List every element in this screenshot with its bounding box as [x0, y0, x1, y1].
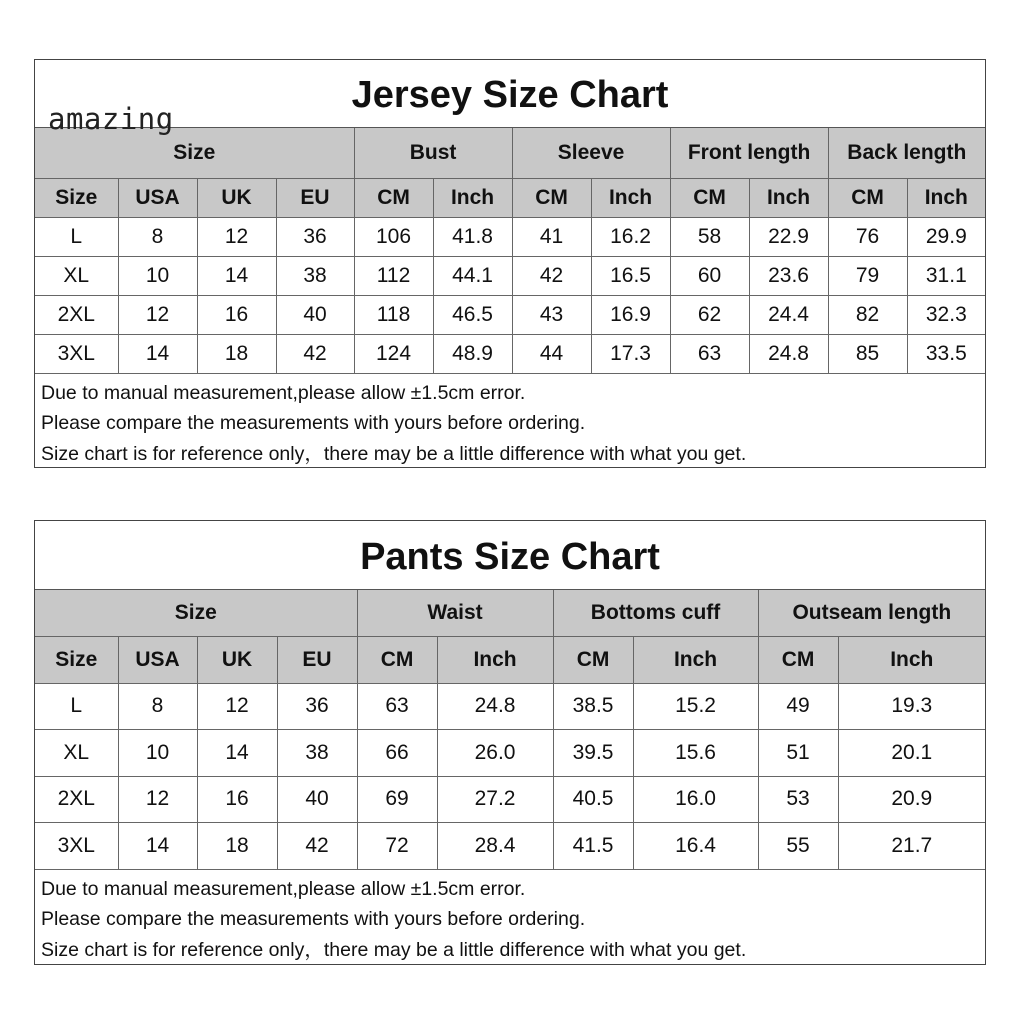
table-cell: 16.2	[591, 217, 670, 256]
table-cell: 27.2	[437, 776, 553, 823]
pants-subheader: Size	[35, 636, 118, 683]
note-line: Due to manual measurement,please allow ±1.5cm error.	[41, 381, 526, 404]
pants-subheader: Inch	[633, 636, 758, 683]
table-cell: 66	[357, 730, 437, 777]
pants-subheader: Inch	[838, 636, 985, 683]
jersey-group-size: Size	[35, 128, 354, 178]
table-cell: 49	[758, 683, 838, 730]
table-cell: 16.9	[591, 295, 670, 334]
table-cell: 42	[512, 256, 591, 295]
jersey-group-sleeve: Sleeve	[512, 128, 670, 178]
table-cell: 16.4	[633, 823, 758, 870]
table-cell: 14	[118, 334, 197, 373]
table-cell: 43	[512, 295, 591, 334]
jersey-group-front-length: Front length	[670, 128, 828, 178]
table-cell: 124	[354, 334, 433, 373]
table-cell: 63	[357, 683, 437, 730]
table-cell: 8	[118, 217, 197, 256]
pants-group-size: Size	[35, 590, 357, 636]
jersey-subheader: Size	[35, 178, 118, 217]
table-cell: 16	[197, 295, 276, 334]
table-cell: 31.1	[907, 256, 985, 295]
table-cell: 42	[277, 823, 357, 870]
table-cell: 24.8	[749, 334, 828, 373]
jersey-subheader-row	[35, 178, 985, 217]
table-cell: 26.0	[437, 730, 553, 777]
table-cell: 48.9	[433, 334, 512, 373]
table-cell: 22.9	[749, 217, 828, 256]
table-cell: 2XL	[35, 295, 118, 334]
table-cell: 63	[670, 334, 749, 373]
jersey-subheader: CM	[512, 178, 591, 217]
table-cell: 19.3	[838, 683, 985, 730]
table-cell: 12	[118, 295, 197, 334]
table-cell: 76	[828, 217, 907, 256]
table-cell: 79	[828, 256, 907, 295]
table-cell: 40	[276, 295, 354, 334]
table-cell: 58	[670, 217, 749, 256]
table-cell: 32.3	[907, 295, 985, 334]
table-cell: 112	[354, 256, 433, 295]
table-cell: 51	[758, 730, 838, 777]
jersey-group-header-row	[35, 128, 985, 178]
table-cell: 38.5	[553, 683, 633, 730]
pants-table-row	[35, 823, 985, 870]
table-cell: 44.1	[433, 256, 512, 295]
pants-table-row	[35, 730, 985, 777]
pants-subheader: Inch	[437, 636, 553, 683]
watermark-text: amazing	[48, 102, 174, 136]
table-cell: 10	[118, 730, 197, 777]
table-cell: 14	[118, 823, 197, 870]
jersey-subheader: Inch	[749, 178, 828, 217]
table-cell: 42	[276, 334, 354, 373]
table-cell: 16.0	[633, 776, 758, 823]
table-cell: 12	[118, 776, 197, 823]
table-cell: 38	[277, 730, 357, 777]
pants-subheader: CM	[553, 636, 633, 683]
table-cell: 106	[354, 217, 433, 256]
pants-group-outseam-length: Outseam length	[758, 590, 985, 636]
jersey-subheader: Inch	[433, 178, 512, 217]
jersey-subheader: CM	[354, 178, 433, 217]
table-cell: 2XL	[35, 776, 118, 823]
note-line: Size chart is for reference only，there may be a little difference with what you get.	[41, 442, 747, 465]
jersey-subheader: CM	[828, 178, 907, 217]
jersey-table-row	[35, 334, 985, 373]
table-cell: 18	[197, 823, 277, 870]
table-cell: 46.5	[433, 295, 512, 334]
table-cell: 36	[276, 217, 354, 256]
table-cell: 62	[670, 295, 749, 334]
table-cell: 38	[276, 256, 354, 295]
jersey-notes	[35, 374, 985, 470]
table-cell: L	[35, 217, 118, 256]
jersey-group-bust: Bust	[354, 128, 512, 178]
table-cell: 15.6	[633, 730, 758, 777]
table-cell: 40	[277, 776, 357, 823]
pants-group-bottoms-cuff: Bottoms cuff	[553, 590, 758, 636]
pants-subheader: UK	[197, 636, 277, 683]
jersey-size-table	[35, 128, 985, 374]
table-cell: 41	[512, 217, 591, 256]
table-cell: 21.7	[838, 823, 985, 870]
table-cell: 28.4	[437, 823, 553, 870]
table-cell: XL	[35, 730, 118, 777]
table-cell: 40.5	[553, 776, 633, 823]
jersey-subheader: EU	[276, 178, 354, 217]
jersey-subheader: Inch	[591, 178, 670, 217]
pants-group-header-row	[35, 590, 985, 636]
jersey-subheader: UK	[197, 178, 276, 217]
pants-table-row	[35, 776, 985, 823]
table-cell: 18	[197, 334, 276, 373]
jersey-table-row	[35, 295, 985, 334]
table-cell: 60	[670, 256, 749, 295]
table-cell: 69	[357, 776, 437, 823]
jersey-subheader: Inch	[907, 178, 985, 217]
table-cell: 12	[197, 683, 277, 730]
table-cell: XL	[35, 256, 118, 295]
note-line: Size chart is for reference only，there may be a little difference with what you get.	[41, 938, 747, 961]
table-cell: 44	[512, 334, 591, 373]
table-cell: 15.2	[633, 683, 758, 730]
table-cell: 24.4	[749, 295, 828, 334]
table-cell: 8	[118, 683, 197, 730]
table-cell: 23.6	[749, 256, 828, 295]
table-cell: 14	[197, 256, 276, 295]
table-cell: 82	[828, 295, 907, 334]
pants-subheader: USA	[118, 636, 197, 683]
table-cell: 39.5	[553, 730, 633, 777]
table-cell: 24.8	[437, 683, 553, 730]
pants-table-row	[35, 683, 985, 730]
pants-notes	[35, 870, 985, 966]
pants-size-table	[35, 590, 985, 870]
jersey-table-row	[35, 217, 985, 256]
table-cell: 20.1	[838, 730, 985, 777]
jersey-group-back-length: Back length	[828, 128, 985, 178]
table-cell: L	[35, 683, 118, 730]
table-cell: 14	[197, 730, 277, 777]
table-cell: 118	[354, 295, 433, 334]
table-cell: 72	[357, 823, 437, 870]
note-line: Due to manual measurement,please allow ±1.5cm error.	[41, 877, 526, 900]
jersey-table-row	[35, 256, 985, 295]
table-cell: 16.5	[591, 256, 670, 295]
table-cell: 41.5	[553, 823, 633, 870]
table-cell: 85	[828, 334, 907, 373]
pants-subheader: EU	[277, 636, 357, 683]
table-cell: 17.3	[591, 334, 670, 373]
table-cell: 16	[197, 776, 277, 823]
jersey-size-chart	[34, 59, 986, 468]
table-cell: 33.5	[907, 334, 985, 373]
table-cell: 53	[758, 776, 838, 823]
pants-subheader: CM	[357, 636, 437, 683]
pants-group-waist: Waist	[357, 590, 553, 636]
table-cell: 20.9	[838, 776, 985, 823]
jersey-chart-title: Jersey Size Chart	[35, 60, 985, 128]
table-cell: 36	[277, 683, 357, 730]
jersey-subheader: CM	[670, 178, 749, 217]
table-cell: 12	[197, 217, 276, 256]
note-line: Please compare the measurements with yours before ordering.	[41, 908, 586, 930]
pants-size-chart	[34, 520, 986, 965]
table-cell: 3XL	[35, 334, 118, 373]
table-cell: 55	[758, 823, 838, 870]
table-cell: 29.9	[907, 217, 985, 256]
pants-chart-title: Pants Size Chart	[35, 521, 985, 590]
table-cell: 41.8	[433, 217, 512, 256]
pants-subheader: CM	[758, 636, 838, 683]
table-cell: 3XL	[35, 823, 118, 870]
pants-subheader-row	[35, 636, 985, 683]
table-cell: 10	[118, 256, 197, 295]
note-line: Please compare the measurements with yours before ordering.	[41, 412, 586, 434]
jersey-subheader: USA	[118, 178, 197, 217]
